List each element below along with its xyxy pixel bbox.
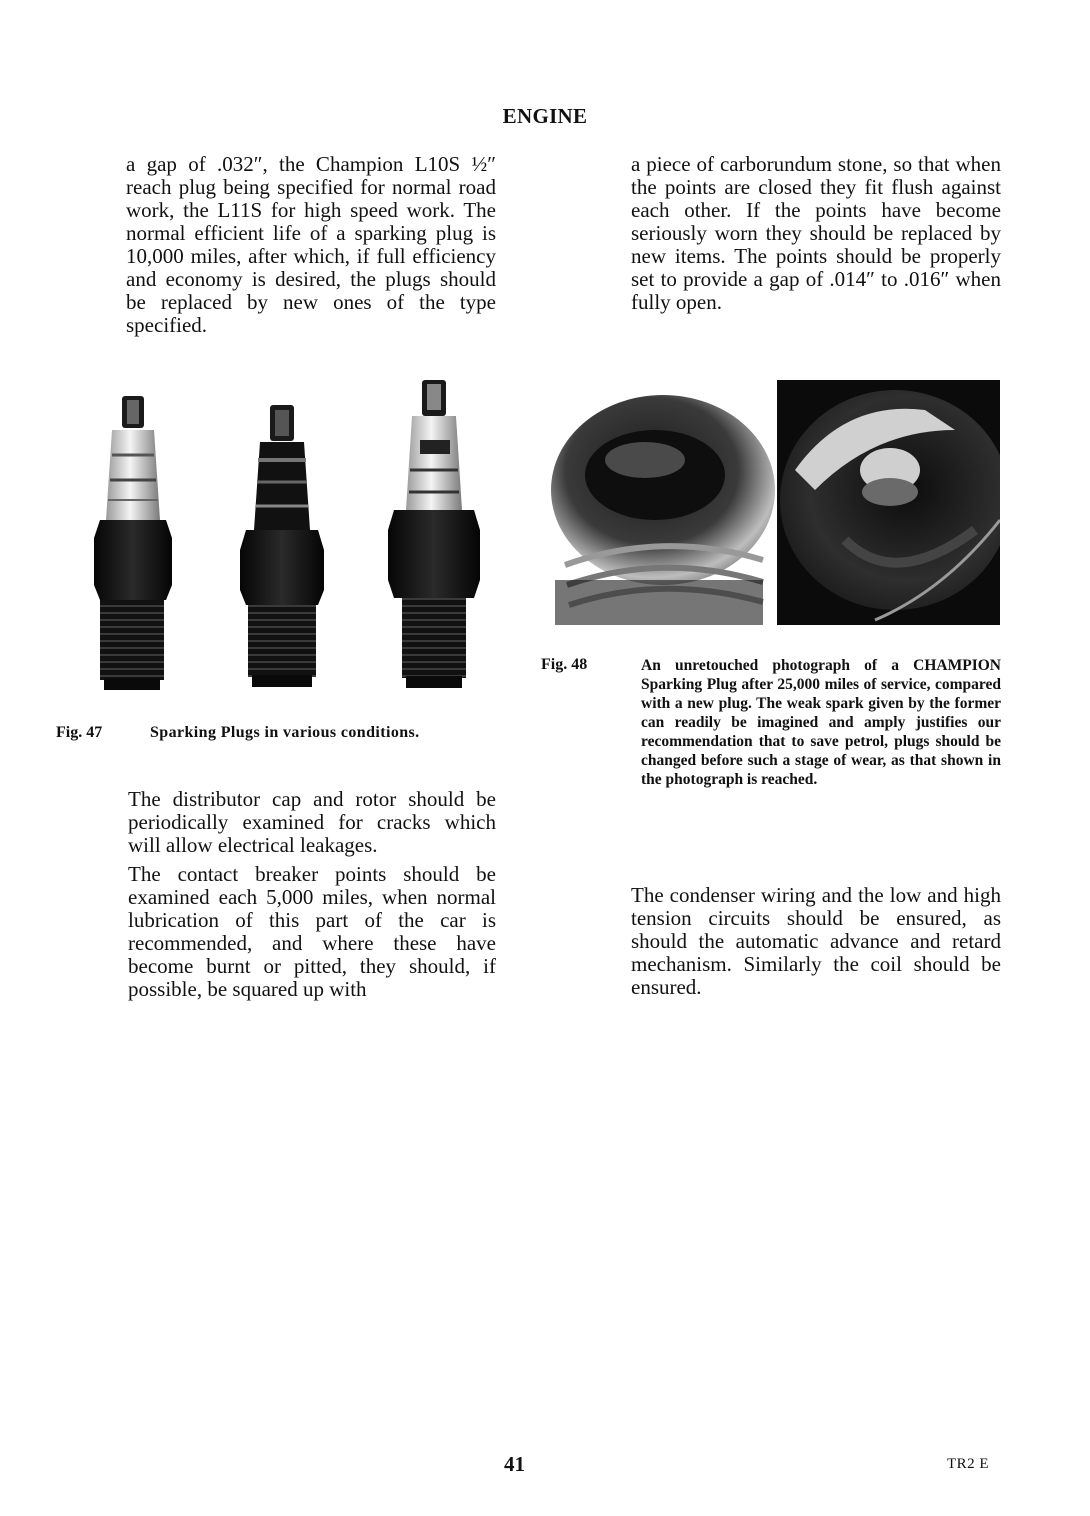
figure-48-photo	[545, 380, 1000, 625]
spark-plug-3	[388, 380, 480, 688]
spark-plugs-image	[60, 360, 510, 700]
figure-47-caption: Sparking Plugs in various conditions.	[150, 724, 420, 741]
figure-48-label: Fig. 48	[541, 656, 588, 673]
right-column-bottom	[631, 884, 1001, 999]
paragraph-contact-breaker: The contact breaker points should be examined each 5,000 miles, when normal lubrication of this part of the car is recommended, and where these have become burnt or pitted, they should, if possible, be squared up with	[128, 862, 496, 1001]
paragraph-carborundum: a piece of carborundum stone, so that when the points are closed they fit flush against each other. If the points have become seriously worn they should be replaced by new items. The points should be properly set to provide a gap of .014″ to .016″ when fully open.	[631, 152, 1001, 314]
page-number: 41	[504, 1452, 525, 1476]
new-plug-photo	[777, 380, 1000, 625]
figure-47-label: Fig. 47	[56, 724, 103, 741]
document-code: TR2 E	[947, 1456, 990, 1472]
spark-plug-2	[240, 405, 324, 687]
paragraph-condenser-wiring: The condenser wiring and the low and high tension circuits should be ensured, as should the automatic advance and retard mechanism. Similarly the coil should be ensured.	[631, 883, 1001, 999]
left-column-bottom	[128, 788, 496, 1001]
right-column-top	[631, 153, 1001, 314]
figure-47-photo	[60, 360, 510, 700]
paragraph-distributor-cap: The distributor cap and rotor should be periodically examined for cracks which will allow electrical leakages.	[128, 787, 496, 857]
figure-48-caption: An unretouched photograph of a CHAMPION Sparking Plug after 25,000 miles of service, compared with a new plug. The weak spark given by the former can readily be imagined and amply justifies our recommendation that to save petrol, plugs should be changed before such a stage of wear, as that shown in the photograph is reached.	[641, 657, 1001, 788]
left-column-top	[126, 153, 496, 337]
paragraph-spark-plug-gap: a gap of .032″, the Champion L10S ½″ reach plug being specified for normal road work, the L11S for high speed work. The normal efficient life of a sparking plug is 10,000 miles, after which, if full efficiency and economy is desired, the plugs should be replaced by new ones of the type specified.	[126, 152, 496, 337]
worn-and-new-plug-image	[545, 380, 1000, 625]
spark-plug-1	[94, 396, 172, 690]
worn-plug-photo	[551, 390, 775, 625]
page-header: ENGINE	[502, 104, 588, 128]
